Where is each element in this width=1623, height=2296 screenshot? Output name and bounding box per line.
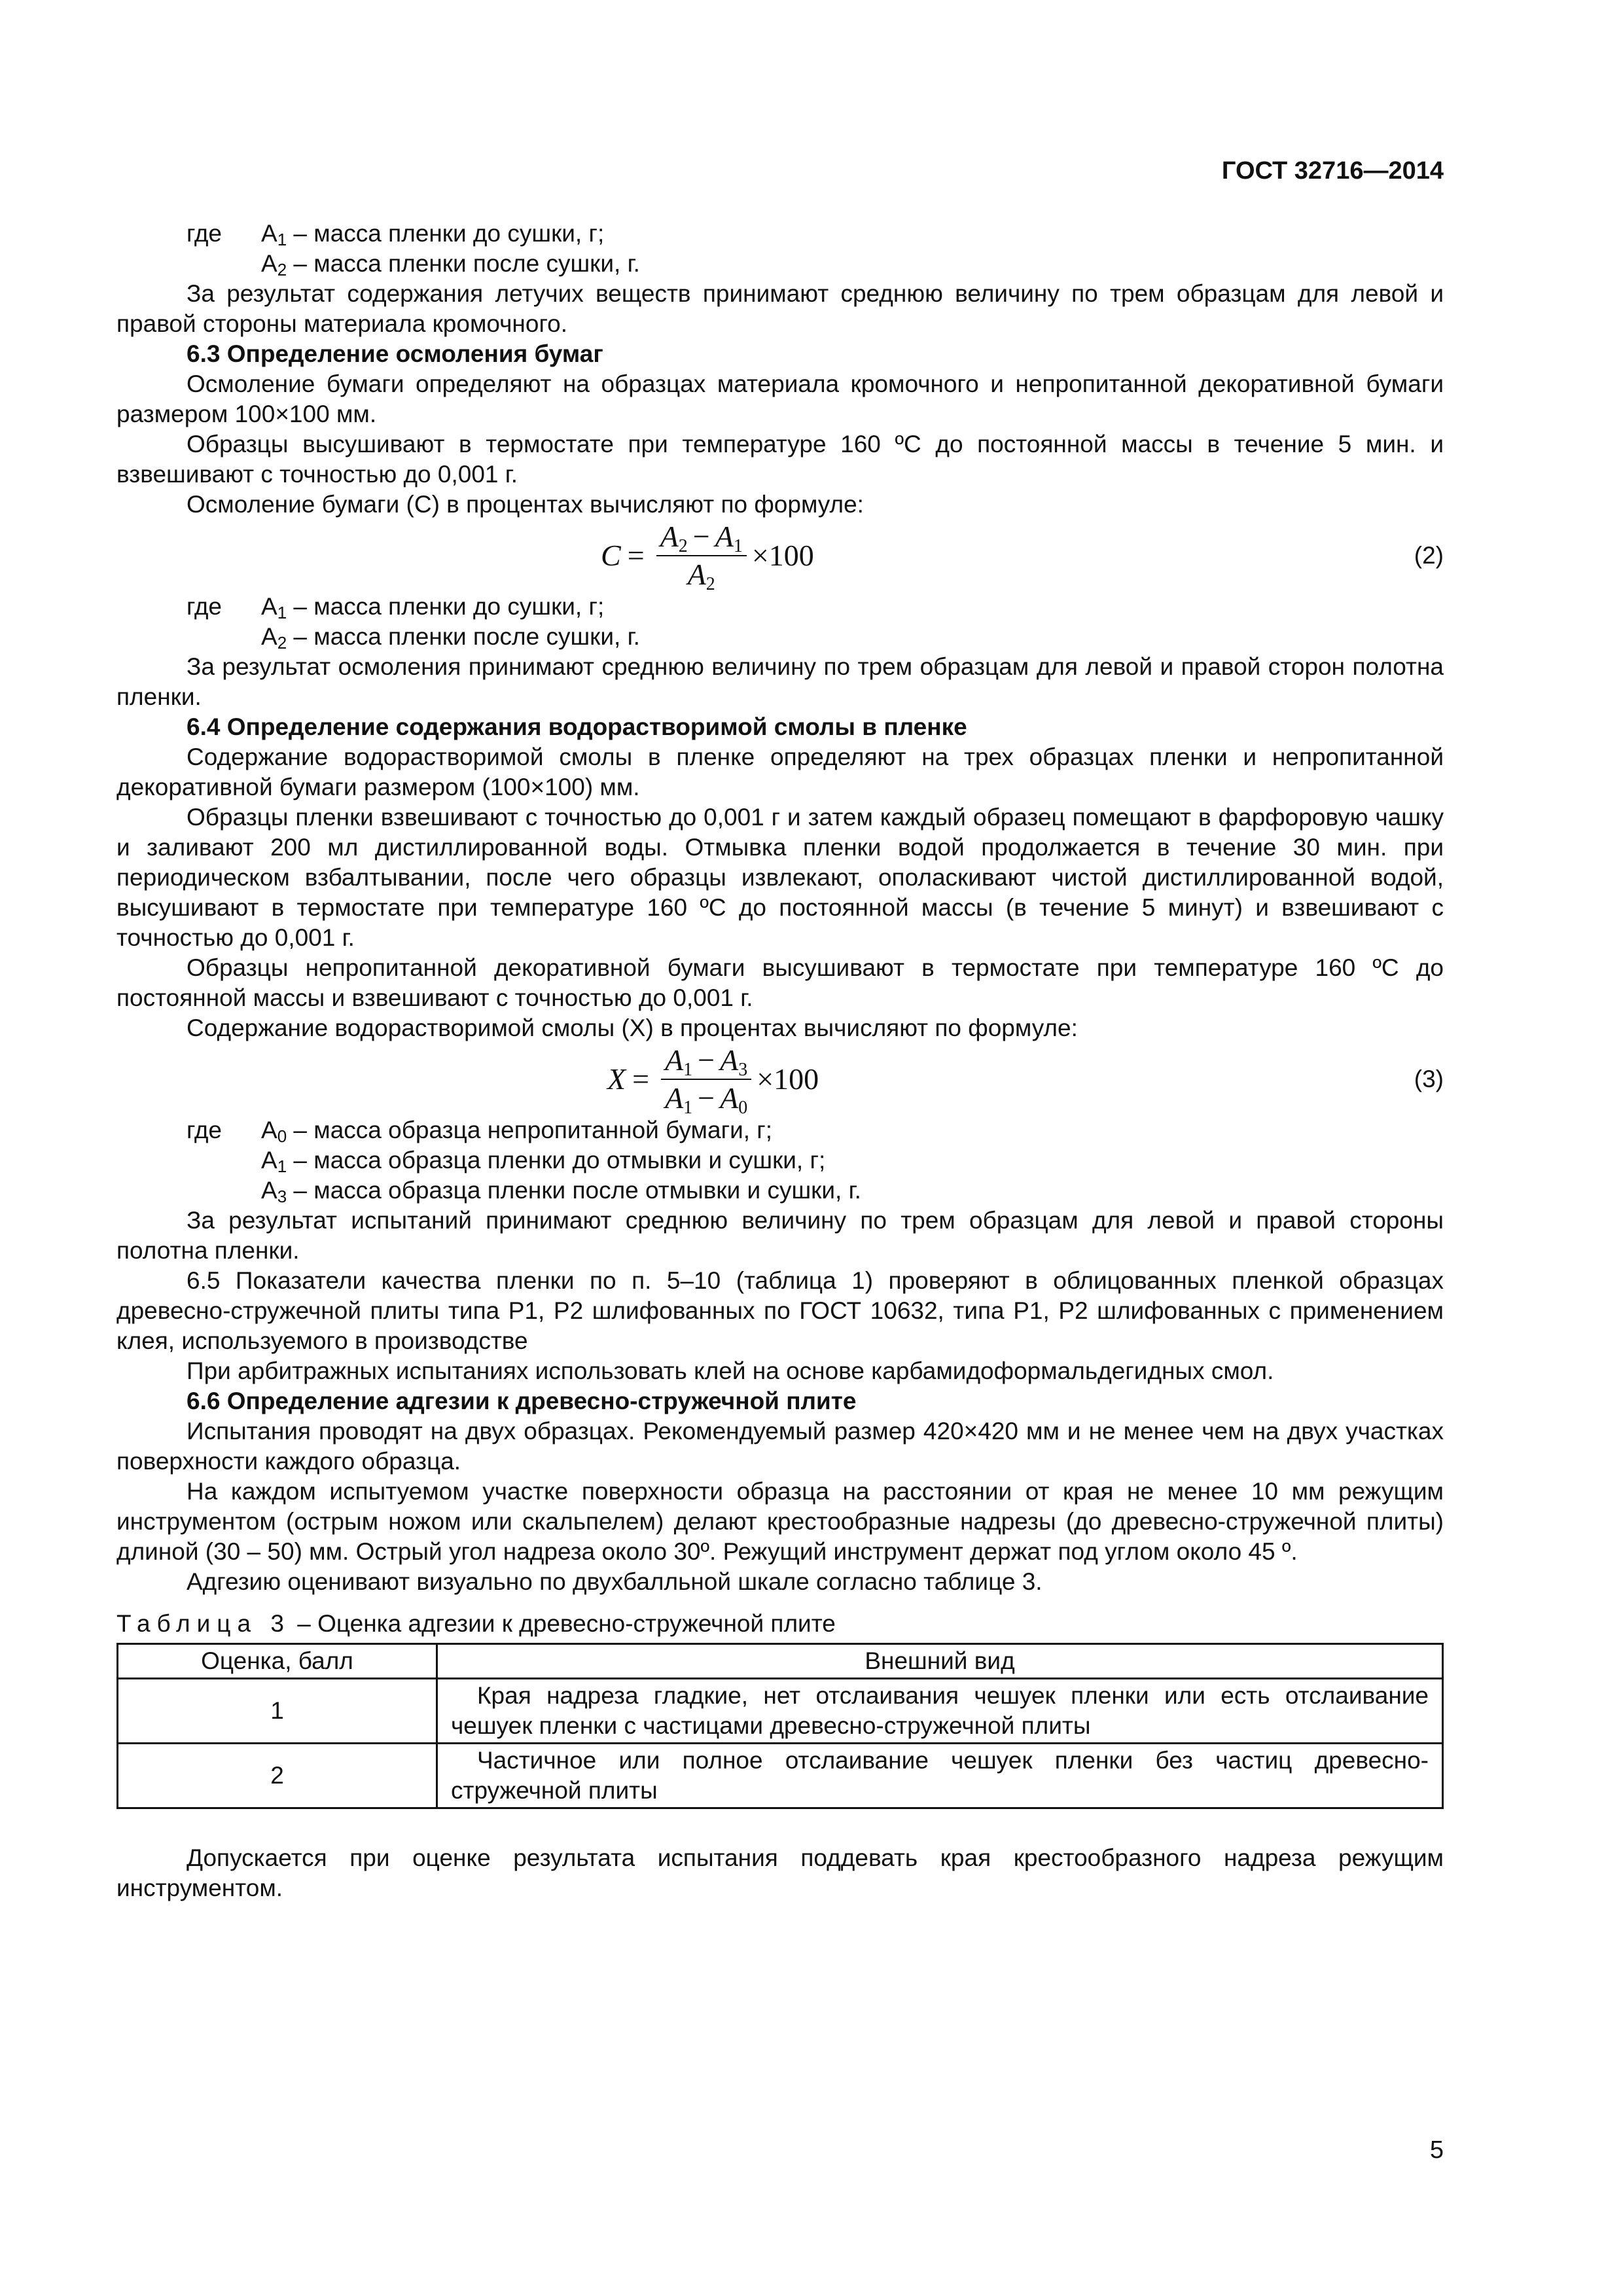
formula-denominator: $A_2$ (687, 558, 715, 594)
formula-fraction (661, 1043, 751, 1118)
paragraph: Образцы непропитанной декоративной бумаги высушивают в термостате при температуре 160 ºС до постоянной массы и взвешивают с точностью до 0,001 г. (116, 954, 1444, 1011)
paragraph: Осмоление бумаги определяют на образцах материала кромочного и непропитанной декоративной бумаги размером 100×100 мм. (116, 370, 1444, 427)
where-line (116, 1115, 1444, 1145)
paragraph: Адгезию оценивают визуально по двухбалльной шкале согласно таблице 3. (187, 1568, 1043, 1595)
table-cell-score: 2 (118, 1744, 437, 1808)
section-heading: 6.6 Определение адгезии к древесно-стружечной плите (187, 1388, 857, 1414)
paragraph: Содержание водорастворимой смолы (Х) в процентах вычисляют по формуле: (187, 1014, 1078, 1041)
formula-multiplier: ×100 (751, 539, 814, 572)
formula-number: (3) (1414, 1066, 1444, 1092)
table-cell-description: Частичное или полное отслаивание чешуек пленки без частиц древесно-стружечной плиты (437, 1744, 1443, 1808)
formula-lhs: X (607, 1062, 626, 1096)
formula-numerator: $A_2 - A_1$ (656, 521, 747, 556)
where-key: где (187, 220, 223, 247)
where-key (116, 1175, 261, 1206)
table-cell-description: Края надреза гладкие, нет отслаивания чешуек пленки или есть отслаивание чешуек пленки с частицами древесно-стружечной плиты (437, 1679, 1443, 1744)
where-key (116, 1145, 261, 1175)
where-line (116, 592, 1444, 622)
paragraph: При арбитражных испытаниях использовать клей на основе карбамидоформальдегидных смол. (187, 1357, 1274, 1384)
paragraph: Допускается при оценке результата испытания поддевать края крестообразного надреза режущим инструментом. (116, 1844, 1444, 1901)
where-key (116, 622, 261, 652)
formula-2 (116, 520, 1444, 592)
where-text: – масса образца непропитанной бумаги, г; (287, 1117, 773, 1143)
table-header-cell: Оценка, балл (118, 1644, 437, 1679)
table-caption-label: Таблица 3 (116, 1610, 291, 1637)
formula-denominator: $A_1 - A_0$ (665, 1081, 748, 1118)
paragraph: Образцы высушивают в термостате при температуре 160 ºС до постоянной массы в течение 5 мин. и взвешивают с точностью до 0,001 г. (116, 431, 1444, 488)
where-text: – масса образца пленки до отмывки и сушки, г; (287, 1147, 826, 1174)
table-row (118, 1744, 1443, 1808)
paragraph: Осмоление бумаги (С) в процентах вычисляют по формуле: (187, 491, 864, 518)
table-cell-score: 1 (118, 1679, 437, 1744)
paragraph: Содержание водорастворимой смолы в пленке определяют на трех образцах пленки и непропитанной декоративной бумаги размером (100×100) мм. (116, 744, 1444, 800)
where-symbol: А (261, 220, 277, 247)
paragraph: За результат содержания летучих веществ принимают среднюю величину по трем образцам для левой и правой стороны материала кромочного. (116, 280, 1444, 337)
where-symbol: А (261, 623, 277, 650)
table-caption (116, 1609, 1444, 1639)
where-symbol: А (261, 250, 277, 277)
table-caption-text: – Оценка адгезии к древесно-стружечной плите (290, 1610, 836, 1637)
where-subscript: 2 (277, 633, 287, 653)
where-subscript: 1 (277, 1157, 287, 1176)
where-subscript: 1 (277, 603, 287, 622)
where-symbol: А (261, 1117, 277, 1143)
table-header-row (118, 1644, 1443, 1679)
paragraph: На каждом испытуемом участке поверхности образца на расстоянии от края не менее 10 мм режущим инструментом (острым ножом или скальпелем) делают крестообразные надрезы (до древесно-стружечной плиты) длиной (30 – 50) мм. Острый угол надреза около 30º. Режущий инструмент держат под углом около 45 º. (116, 1478, 1444, 1565)
section-heading: 6.4 Определение содержания водорастворимой смолы в пленке (187, 713, 967, 740)
where-text: – масса образца пленки после отмывки и сушки, г. (287, 1177, 861, 1204)
where-text: – масса пленки после сушки, г. (287, 623, 640, 650)
where-key: где (187, 1117, 223, 1143)
where-line (116, 1145, 1444, 1175)
paragraph: Образцы пленки взвешивают с точностью до 0,001 г и затем каждый образец помещают в фарфоровую чашку и заливают 200 мл дистиллированной воды. Отмывка пленки водой продолжается в течение 30 мин. при периодическом взбалтывании, после чего образцы извлекают, ополаскивают чистой дистиллированной водой, высушивают в термостате при температуре 160 ºС до постоянной массы (в течение 5 минут) и взвешивают с точностью до 0,001 г. (116, 804, 1444, 951)
where-symbol: А (261, 1147, 277, 1174)
formula-lhs: C (601, 539, 621, 572)
adhesion-table (116, 1643, 1444, 1809)
document-page (116, 0, 1444, 2296)
where-key (116, 249, 261, 279)
doc-code: ГОСТ 32716—2014 (1221, 157, 1444, 185)
formula-eq: = (627, 539, 645, 572)
where-text: – масса пленки после сушки, г. (287, 250, 640, 277)
page-number: 5 (1429, 2136, 1444, 2164)
where-text: – масса пленки до сушки, г; (287, 220, 605, 247)
formula-number: (2) (1414, 542, 1444, 569)
table-row (118, 1679, 1443, 1744)
where-key: где (187, 593, 223, 620)
formula-fraction (656, 520, 747, 594)
formula-3 (116, 1043, 1444, 1118)
where-subscript: 3 (277, 1187, 287, 1206)
where-text: – масса пленки до сушки, г; (287, 593, 605, 620)
section-heading: 6.3 Определение осмоления бумаг (187, 340, 603, 367)
paragraph: За результат осмоления принимают среднюю величину по трем образцам для левой и правой сторон полотна пленки. (116, 653, 1444, 710)
where-line (116, 1175, 1444, 1206)
document-body (116, 219, 1444, 1903)
where-line (116, 249, 1444, 279)
where-symbol: А (261, 1177, 277, 1204)
where-subscript: 2 (277, 260, 287, 279)
where-symbol: А (261, 593, 277, 620)
table-header-cell: Внешний вид (437, 1644, 1443, 1679)
where-subscript: 0 (277, 1126, 287, 1146)
where-line (116, 219, 1444, 249)
formula-multiplier: ×100 (757, 1062, 819, 1096)
where-subscript: 1 (277, 230, 287, 249)
paragraph: Испытания проводят на двух образцах. Рекомендуемый размер 420×420 мм и не менее чем на двух участках поверхности каждого образца. (116, 1418, 1444, 1475)
paragraph: 6.5 Показатели качества пленки по п. 5–10 (таблица 1) проверяют в облицованных пленкой образцах древесно-стружечной плиты типа Р1, Р2 шлифованных по ГОСТ 10632, типа Р1, Р2 шлифованных с применением клея, используемого в производстве (116, 1267, 1444, 1354)
paragraph: За результат испытаний принимают среднюю величину по трем образцам для левой и правой стороны полотна пленки. (116, 1207, 1444, 1264)
formula-eq: = (632, 1062, 650, 1096)
formula-numerator: $A_1 - A_3$ (661, 1045, 751, 1080)
where-line (116, 622, 1444, 652)
